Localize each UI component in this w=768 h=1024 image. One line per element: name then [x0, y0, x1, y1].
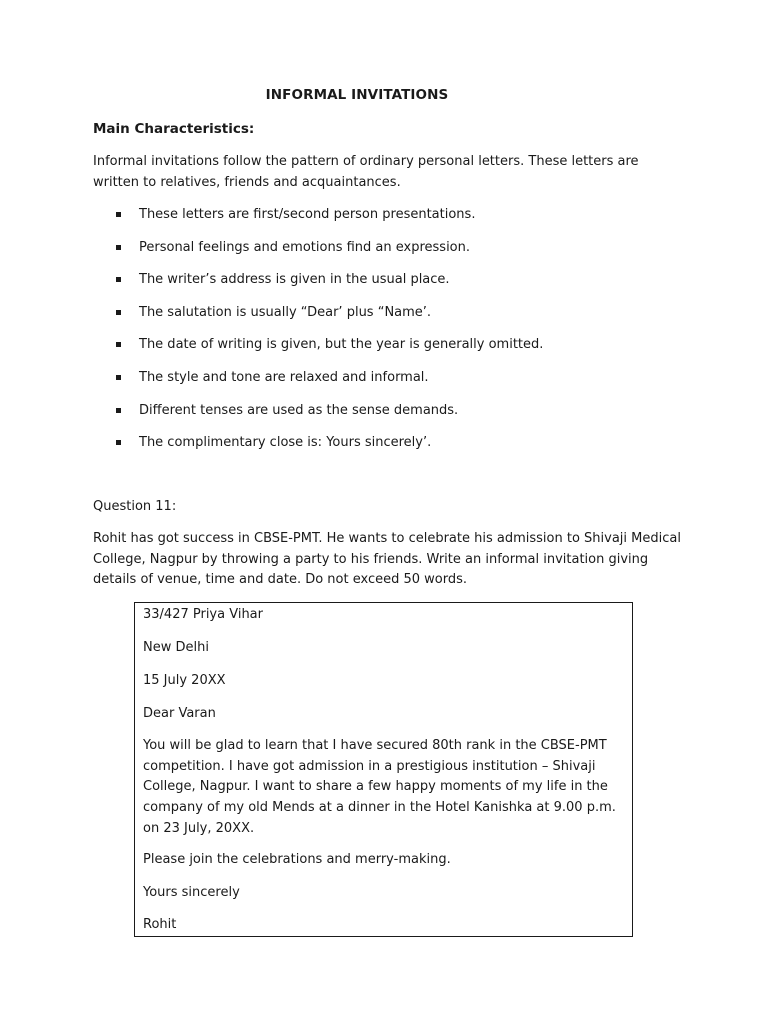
square-bullet-icon: [116, 212, 121, 217]
letter-signature: Rohit: [143, 917, 177, 932]
list-item-text: The salutation is usually “Dear’ plus “Name’.: [139, 304, 432, 320]
list-item-text: The complimentary close is: Yours sincerely’.: [139, 435, 432, 451]
list-item: [0, 303, 768, 336]
list-item-text: The style and tone are relaxed and informal.: [139, 369, 429, 385]
list-item-text: The writer’s address is given in the usual place.: [139, 272, 450, 288]
list-item: [0, 205, 768, 238]
list-item: [0, 270, 768, 303]
letter-body: You will be glad to learn that I have secured 80th rank in the CBSE-PMT competition. I have got admission in a prestigious institution – Shivaji College, Nagpur. I want to share a few happy moments of my life in the company of my old Mends at a dinner in the Hotel Kanishka at 9.00 p.m. on 23 July, 20XX.: [143, 738, 616, 836]
sample-letter-box: [134, 602, 633, 937]
question-label: Question 11:: [93, 499, 177, 514]
characteristics-list: [0, 205, 768, 466]
list-item: [0, 238, 768, 271]
square-bullet-icon: [116, 375, 121, 380]
list-item: [0, 433, 768, 466]
letter-address-line-2: New Delhi: [143, 640, 209, 655]
list-item-text: Personal feelings and emotions find an expression.: [139, 239, 471, 255]
section-heading: Main Characteristics:: [93, 121, 255, 137]
list-item-text: Different tenses are used as the sense demands.: [139, 402, 459, 418]
letter-closing: Yours sincerely: [143, 885, 240, 900]
square-bullet-icon: [116, 277, 121, 282]
intro-paragraph: Informal invitations follow the pattern of ordinary personal letters. These letters are written to relatives, friends and acquaintances.: [93, 154, 639, 190]
list-item-text: These letters are first/second person presentations.: [139, 207, 476, 222]
list-item: [0, 368, 768, 401]
letter-date: 15 July 20XX: [143, 673, 226, 688]
square-bullet-icon: [116, 408, 121, 413]
square-bullet-icon: [116, 245, 121, 250]
square-bullet-icon: [116, 310, 121, 315]
page-title: INFORMAL INVITATIONS: [265, 87, 449, 103]
list-item-text: The date of writing is given, but the year is generally omitted.: [139, 337, 544, 353]
letter-address-line-1: 33/427 Priya Vihar: [143, 607, 263, 622]
square-bullet-icon: [116, 440, 121, 445]
square-bullet-icon: [116, 342, 121, 347]
letter-invitation-line: Please join the celebrations and merry-making.: [143, 852, 451, 867]
list-item: [0, 335, 768, 368]
letter-salutation: Dear Varan: [143, 706, 216, 721]
question-text: Rohit has got success in CBSE-PMT. He wants to celebrate his admission to Shivaji Medical College, Nagpur by throwing a party to his friends. Write an informal invitation giving details of venue, time and date. Do not exceed 50 words.: [93, 531, 681, 587]
list-item: [0, 401, 768, 434]
